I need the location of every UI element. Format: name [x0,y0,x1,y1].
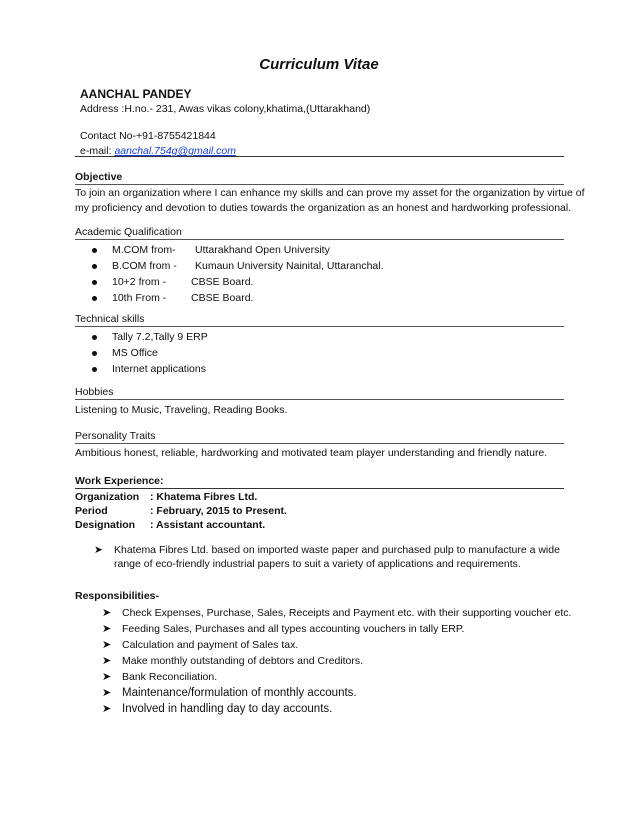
work-value: : Assistant accountant. [150,519,266,531]
list-item [92,242,492,258]
responsibility-text: Involved in handling day to day accounts. [122,703,333,715]
list-item [92,361,392,377]
technical-list [92,329,392,377]
bullet-icon [92,264,97,269]
academic-institution: CBSE Board. [191,292,254,304]
academic-institution: CBSE Board. [191,276,254,288]
academic-divider [75,239,564,240]
academic-degree: M.COM from- [112,244,176,256]
arrow-bullet-icon: ➤ [102,703,112,715]
arrow-bullet-icon: ➤ [102,623,112,635]
academic-institution: Kumaun University Nainital, Uttaranchal. [195,260,384,272]
bullet-icon [92,248,97,253]
work-label: Designation [75,519,136,531]
work-heading: Work Experience: [75,475,164,487]
contact-number: Contact No-+91-8755421844 [80,130,216,142]
skill-text: Internet applications [112,363,206,375]
technical-heading: Technical skills [75,313,145,325]
responsibility-text: Maintenance/formulation of monthly accounts. [122,687,357,699]
responsibility-text: Bank Reconciliation. [122,671,218,683]
hobbies-heading: Hobbies [75,386,114,398]
academic-degree: B.COM from - [112,260,177,272]
bullet-icon [92,280,97,285]
candidate-name: AANCHAL PANDEY [80,87,192,101]
academic-institution: Uttarakhand Open University [195,244,330,256]
list-item [102,621,562,637]
list-item [92,290,492,306]
bullet-icon [92,296,97,301]
company-description-line-1: Khatema Fibres Ltd. based on imported waste paper and purchased pulp to manufacture a wide [114,544,560,556]
skill-text: Tally 7.2,Tally 9 ERP [112,331,208,343]
responsibility-text: Calculation and payment of Sales tax. [122,639,299,651]
skill-text: MS Office [112,347,158,359]
arrow-bullet-icon: ➤ [102,639,112,651]
email-link[interactable]: aanchal.754g@gmail.com [114,145,236,157]
responsibility-text: Feeding Sales, Purchases and all types accounting vouchers in tally ERP. [122,623,465,635]
header-divider [75,156,564,157]
list-item [92,258,492,274]
company-description-line-2: range of eco-friendly industrial papers to suit a variety of applications and requirements. [114,558,521,570]
list-item [92,345,392,361]
bullet-icon [92,335,97,340]
list-item [102,701,562,717]
personality-heading: Personality Traits [75,430,156,442]
work-label: Period [75,505,108,517]
objective-line-1: To join an organization where I can enhance my skills and can prove my asset for the organization by virtue of [75,187,585,199]
bullet-icon [92,367,97,372]
responsibilities-list [102,605,572,717]
responsibility-text: Make monthly outstanding of debtors and Creditors. [122,655,364,667]
work-value: : February, 2015 to Present. [150,505,287,517]
academic-heading: Academic Qualification [75,226,182,238]
list-item [102,637,562,653]
list-item [102,685,562,701]
hobbies-text: Listening to Music, Traveling, Reading Books. [75,404,288,416]
arrow-bullet-icon: ➤ [102,607,112,619]
academic-degree: 10+2 from - [112,276,166,288]
arrow-bullet-icon: ➤ [102,671,112,683]
academic-list [92,242,492,306]
work-row-period [75,505,287,517]
arrow-bullet-icon: ➤ [102,687,112,699]
arrow-bullet-icon: ➤ [102,655,112,667]
responsibilities-heading: Responsibilities- [75,590,160,602]
objective-line-2: my proficiency and devotion to duties towards the organization as an honest and hardworking professional. [75,202,572,214]
objective-divider [75,184,564,185]
document-title: Curriculum Vitae [259,56,379,73]
work-value: : Khatema Fibres Ltd. [150,491,258,503]
personality-text: Ambitious honest, reliable, hardworking and motivated team player understanding and friendly nature. [75,447,548,459]
list-item [102,605,572,621]
work-divider [75,488,564,489]
academic-degree: 10th From - [112,292,167,304]
bullet-icon [92,351,97,356]
arrow-bullet-icon: ➤ [94,544,103,556]
list-item [92,329,392,345]
email-label: e-mail: [80,145,115,157]
list-item [102,653,562,669]
list-item [92,274,492,290]
personality-divider [75,443,564,444]
responsibility-text: Check Expenses, Purchase, Sales, Receipts and Payment etc. with their supporting voucher etc. [122,607,572,619]
work-row-organization [75,491,257,503]
objective-heading: Objective [75,171,123,183]
work-label: Organization [75,491,140,503]
address: Address :H.no.- 231, Awas vikas colony,khatima,(Uttarakhand) [80,103,371,115]
work-row-designation [75,519,265,531]
technical-divider [75,326,564,327]
list-item [102,669,562,685]
hobbies-divider [75,399,564,400]
